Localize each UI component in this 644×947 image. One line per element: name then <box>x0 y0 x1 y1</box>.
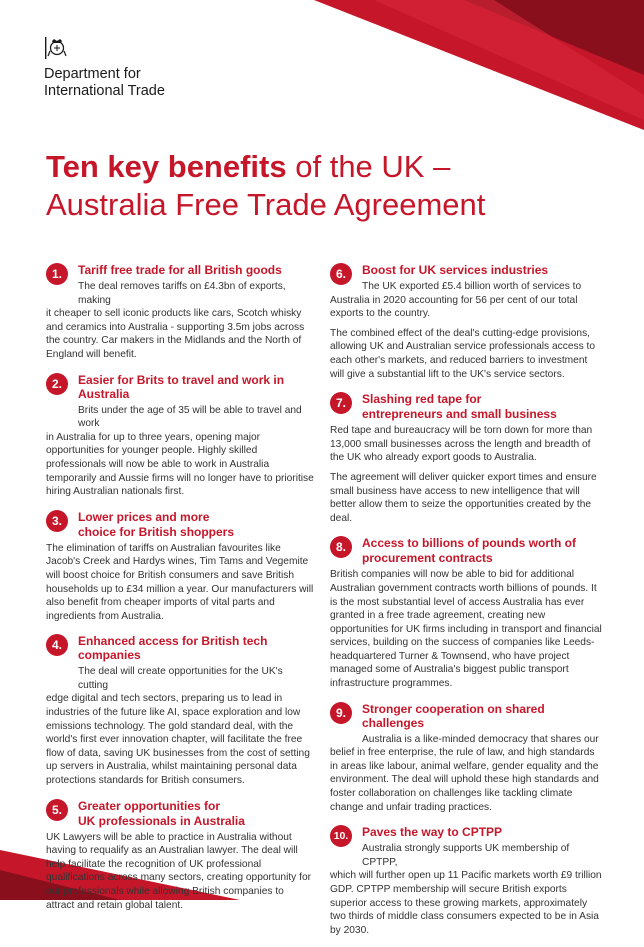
benefit-body-2: The combined effect of the deal's cutting-edge provisions, allowing UK and Australian service professionals access to each other's markets, and reduced barriers to investment will give a substantial lift to the UK's service sectors. <box>330 327 596 380</box>
benefit-body-2: The agreement will deliver quicker export times and ensure small business have access to new intelligence that will better allow them to seize the opportunities created by the deal. <box>330 471 597 524</box>
benefit-item <box>330 262 604 381</box>
benefit-body: in Australia for up to three years, opening major opportunities for younger people. Highly skilled professionals will now be able to work in Australia temporarily and Aussie firms will no longer have to prioritise hiring Australian nationals first. <box>46 431 314 498</box>
benefit-item <box>330 701 604 815</box>
benefit-item <box>330 391 604 525</box>
benefit-intro: The deal removes tariffs on £4.3bn of exports, making <box>78 281 286 306</box>
benefit-body: Red tape and bureaucracy will be torn down for more than 13,000 small businesses across the length and breadth of the UK who already export goods to Australia. <box>330 425 593 464</box>
benefit-heading: Easier for Brits to travel and work in Australia <box>78 372 285 401</box>
benefit-heading: Boost for UK services industries <box>362 263 549 277</box>
number-badge: 5. <box>46 799 68 821</box>
benefit-body: British companies will now be able to bid for additional Australian government contracts worth billions of pounds. It is the most substantial level of access Australia has ever granted in a free trade agreement, creating new opportunities for UK firms including in transport and financial services, building on the success of companies like Leeds-headquartered Turner & Townsend, who have project managed some of Australia's biggest public transport infrastructure programmes. <box>330 569 602 690</box>
benefit-body: it cheaper to sell iconic products like cars, Scotch whisky and ceramics into Australia - supporting 3.5m jobs across the country. Car makers in the Midlands and the North of England will benefit. <box>46 308 305 360</box>
benefit-heading-line-1: Lower prices and more <box>78 509 210 524</box>
benefit-body: The elimination of tariffs on Australian favourites like Jacob's Creek and Hardys wines, Tim Tams and Vegemite will boost choice for British consumers and save British households up to £34 million a year. Our manufacturers will also benefit from cheaper imports of vital parts and ingredients from Australia. <box>46 542 314 622</box>
benefit-heading-line-1: Access to billions of pounds worth of <box>362 536 577 551</box>
number-badge: 10. <box>330 825 352 847</box>
department-name <box>44 66 165 100</box>
title-line2: Australia Free Trade Agreement <box>46 187 486 222</box>
left-column <box>46 262 314 922</box>
benefit-heading: Enhanced access for British tech companies <box>78 634 268 663</box>
benefit-item <box>46 262 314 362</box>
page-title <box>46 148 566 224</box>
number-badge: 2. <box>46 373 68 395</box>
number-badge: 6. <box>330 263 352 285</box>
department-line-1: Department for <box>44 66 141 82</box>
benefit-intro: The deal will create opportunities for the UK's cutting <box>78 666 283 691</box>
benefit-body: which will further open up 11 Pacific markets worth £9 trillion GDP. CPTPP membership will secure British exports superior access to these growing markets, approximately two thirds of middle class consumers expected to be in Asia by 2030. <box>330 870 602 936</box>
royal-crest-icon <box>44 36 70 60</box>
benefit-heading-line-2: UK professionals in Australia <box>78 813 245 828</box>
benefit-body: belief in free enterprise, the rule of law, and high standards in areas like labour, animal welfare, gender equality and the environment. The deal will uphold these high standards and foster collaboration on challenges like tackling climate change and unfair trading practices. <box>330 747 599 813</box>
number-badge: 8. <box>330 536 352 558</box>
right-column <box>330 262 604 947</box>
benefit-body: Australia in 2020 accounting for 56 per cent of our total exports to the country. <box>330 294 578 320</box>
number-badge: 4. <box>46 634 68 656</box>
benefit-heading-line-2: entrepreneurs and small business <box>362 407 557 422</box>
corner-ribbon-decoration <box>314 0 644 130</box>
benefit-body: UK Lawyers will be able to practice in Australia without having to requalify as an Australian lawyer. The deal will help facilitate the recognition of UK professional qualifications across many sectors, creating opportunity for our professionals while allowing British companies to attract and retain global talent. <box>46 831 311 911</box>
benefit-item <box>330 824 604 937</box>
benefit-intro: Australia strongly supports UK membership of CPTPP, <box>362 843 570 868</box>
benefit-item <box>330 535 604 690</box>
benefit-heading-line-1: Greater opportunities for <box>78 798 221 813</box>
benefit-item <box>46 509 314 624</box>
title-bold: Ten key benefits <box>46 149 287 184</box>
benefit-heading: Stronger cooperation on shared challenges <box>362 701 545 730</box>
benefit-heading-line-2: procurement contracts <box>362 551 493 566</box>
benefit-heading: Tariff free trade for all British goods <box>78 263 282 277</box>
benefit-intro: Brits under the age of 35 will be able to travel and work <box>78 404 302 430</box>
number-badge: 7. <box>330 392 352 414</box>
benefit-body: edge digital and tech sectors, preparing us to lead in industries of the future like AI, space exploration and low emissions technology. The gold standard deal, with the world's first ever innovation chapter, will facilitate the free flow of data, saving UK businesses from the cost of setting up servers in Australia, whilst maintaining personal data protections standards for British consumers. <box>46 693 310 787</box>
number-badge: 3. <box>46 510 68 532</box>
title-line1-rest: of the UK – <box>286 149 451 184</box>
department-line-2: International Trade <box>44 83 165 99</box>
benefit-intro: Australia is a like-minded democracy that shares our <box>362 733 599 745</box>
benefit-item <box>46 798 314 913</box>
benefit-heading-line-2: choice for British shoppers <box>78 524 235 539</box>
benefit-heading-line-1: Slashing red tape for <box>362 392 482 407</box>
benefit-item <box>46 633 314 787</box>
benefit-intro: The UK exported £5.4 billion worth of services to <box>362 281 582 292</box>
benefit-heading: Paves the way to CPTPP <box>362 825 503 840</box>
benefit-item <box>46 372 314 499</box>
number-badge: 1. <box>46 263 68 285</box>
number-badge: 9. <box>330 702 352 724</box>
